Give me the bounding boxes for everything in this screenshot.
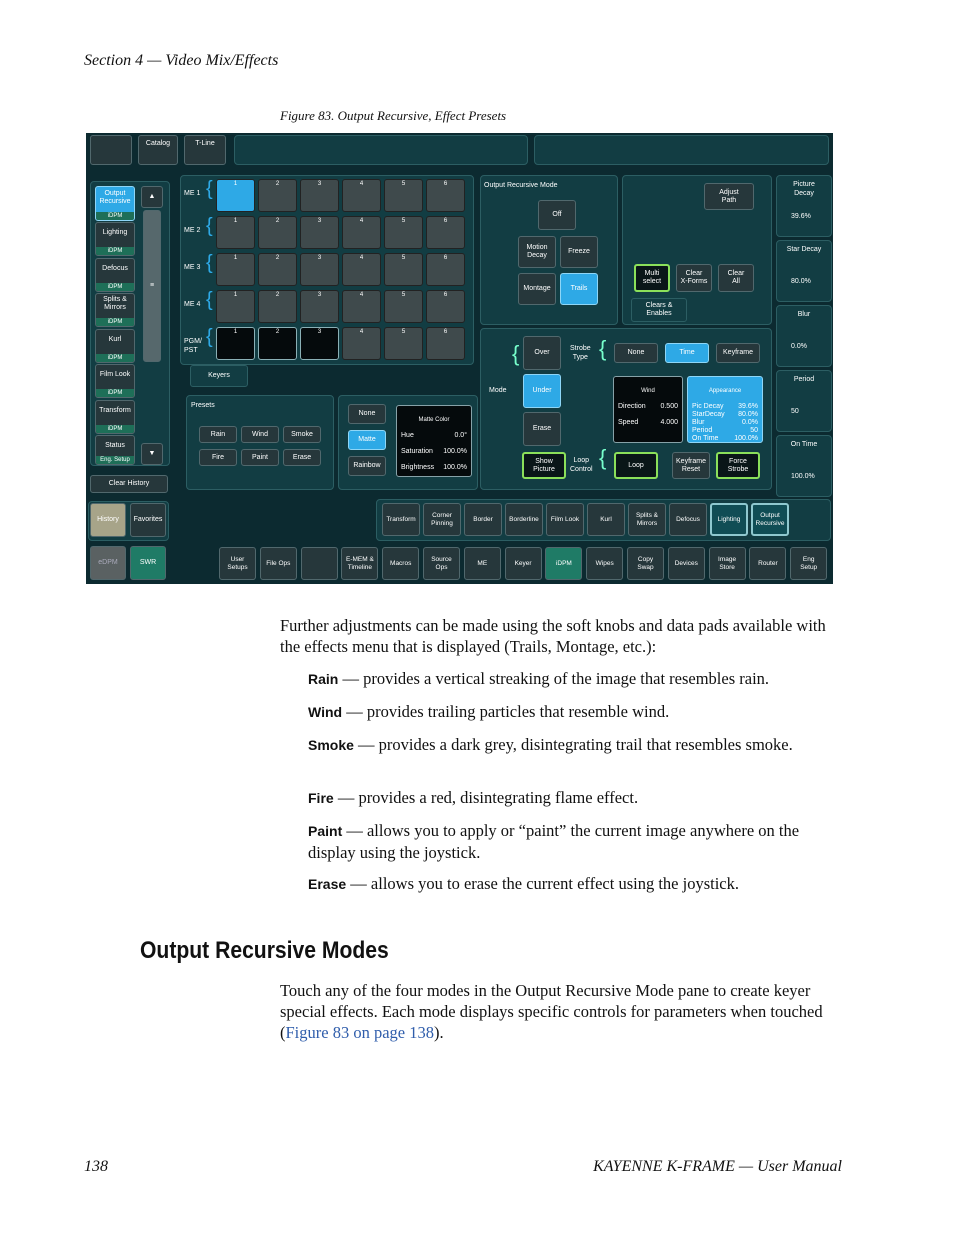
appearance-param-label: Pic Decay (692, 403, 724, 410)
preset-description (308, 668, 848, 690)
me-keyer-cell[interactable] (384, 290, 423, 323)
knob-label: Picture Decay (793, 181, 815, 197)
me-keyer-cell[interactable] (342, 290, 381, 323)
bottom-tab[interactable]: E-MEM & Timeline (341, 547, 378, 580)
clear-all-button[interactable]: Clear All (718, 264, 754, 292)
cell-number: 5 (401, 255, 406, 261)
me-keyer-cell[interactable] (216, 216, 255, 249)
mode-trails-button[interactable]: Trails (560, 273, 598, 305)
top-status-area-1 (234, 135, 528, 165)
loop-brace: { (599, 445, 607, 470)
cell-number: 3 (317, 255, 322, 261)
me-keyer-cell[interactable] (384, 179, 423, 212)
appearance-param-value: 100.0% (734, 435, 758, 442)
cell-number: 2 (275, 255, 280, 261)
modes-text: Touch any of the four modes in the Output Recursive Mode pane to create keyer special effects. Each mode displays specific controls for parameters when touched ( (280, 981, 823, 1042)
knob-label: On Time (790, 441, 818, 448)
clear-history-button[interactable]: Clear History (90, 475, 168, 493)
adjust-path-button[interactable]: Adjust Path (704, 183, 754, 210)
presets-title: Presets (191, 402, 215, 409)
hue-label: Hue (401, 432, 414, 439)
modes-paragraph (280, 980, 845, 1043)
cell-number: 2 (275, 218, 280, 224)
me-keyer-cell[interactable] (342, 216, 381, 249)
swr-button[interactable]: SWR (130, 546, 166, 580)
cell-number: 6 (443, 329, 448, 335)
preset-desc: — provides a dark grey, disintegrating trail that resembles smoke. (353, 735, 793, 754)
edpm-button[interactable]: eDPM (90, 546, 126, 580)
favorites-button[interactable]: Favorites (130, 503, 166, 537)
me-row-brace: { (206, 289, 213, 311)
bottom-tab[interactable]: Eng Setup (790, 547, 827, 580)
clears-enables-tab[interactable]: Clears & Enables (631, 298, 687, 322)
mode-motion-decay-button[interactable]: Motion Decay (518, 236, 556, 268)
side-transform[interactable]: Transform iDPM (95, 400, 135, 434)
scroll-up-button[interactable] (141, 186, 163, 208)
matte-color-title: Matte Color (418, 417, 450, 423)
scrollbar-thumb[interactable] (143, 210, 161, 362)
cell-number: 4 (359, 218, 364, 224)
strobe-keyframe-button[interactable]: Keyframe (716, 343, 760, 363)
mode-over-button[interactable]: Over (523, 336, 561, 370)
preset-description (308, 873, 848, 895)
side-lighting[interactable]: Lighting iDPM (95, 222, 135, 256)
bottom-tab[interactable]: Keyer (505, 547, 542, 580)
catalog-button[interactable]: Catalog (138, 135, 178, 165)
saturation-value: 100.0% (443, 448, 467, 455)
effect-tab[interactable]: Defocus (669, 503, 707, 536)
mode-under-button[interactable]: Under (523, 374, 561, 408)
history-button[interactable]: History (90, 503, 126, 537)
cell-number: 2 (275, 181, 280, 187)
cell-number: 3 (317, 329, 322, 335)
preset-desc: — allows you to erase the current effect using the joystick. (346, 874, 739, 893)
me-keyer-cell[interactable] (342, 253, 381, 286)
bottom-tab[interactable]: Copy Swap (627, 547, 664, 580)
keyers-tab[interactable]: Keyers (190, 365, 248, 387)
appearance-param-label: StarDecay (692, 411, 725, 418)
me-keyer-cell[interactable] (342, 179, 381, 212)
cell-number: 6 (443, 292, 448, 298)
appearance-display[interactable] (687, 376, 763, 443)
me-keyer-cell[interactable] (300, 179, 339, 212)
soft-knob[interactable] (776, 435, 832, 497)
cell-number: 1 (233, 218, 238, 224)
me-row-brace: { (206, 178, 213, 200)
mode-off-button[interactable]: Off (538, 200, 576, 230)
bottom-tab[interactable]: User Setups (219, 547, 256, 580)
effect-tab[interactable]: Film Look (546, 503, 584, 536)
cell-number: 4 (359, 329, 364, 335)
preset-term: Paint (308, 823, 343, 839)
figure-caption: Figure 83. Output Recursive, Effect Presets (280, 108, 507, 123)
me-row-brace: { (206, 215, 213, 237)
side-kurl[interactable]: Kurl iDPM (95, 329, 135, 363)
preset-term: Wind (308, 704, 343, 720)
cell-number: 3 (317, 181, 322, 187)
appearance-param-value: 39.6% (738, 403, 758, 410)
preset-desc: — provides trailing particles that resemble wind. (342, 702, 670, 721)
cell-number: 4 (359, 255, 364, 261)
soft-knob[interactable] (776, 175, 832, 237)
cell-number: 2 (275, 292, 280, 298)
appearance-param-value: 80.0% (738, 411, 758, 418)
cell-number: 1 (233, 292, 238, 298)
appearance-param-value: 0.0% (742, 419, 758, 426)
multi-select-button[interactable]: Multi select (634, 264, 670, 292)
preset-desc: — provides a vertical streaking of the image that resembles rain. (338, 669, 770, 688)
me-keyer-cell[interactable] (258, 327, 297, 360)
effect-tab[interactable]: Corner Pinning (423, 503, 461, 536)
me-keyer-cell[interactable] (426, 290, 465, 323)
knob-value: 50 (791, 408, 799, 415)
me-row-label: ME 2 (184, 227, 201, 234)
preset-term: Rain (308, 671, 339, 687)
effect-tab[interactable]: Transform (382, 503, 420, 536)
effect-tab[interactable]: Border (464, 503, 502, 536)
cell-number: 3 (317, 292, 322, 298)
me-keyer-cell[interactable] (300, 253, 339, 286)
t-line-button[interactable]: T-Line (184, 135, 226, 165)
me-keyer-cell[interactable] (300, 290, 339, 323)
cell-number: 6 (443, 218, 448, 224)
me-keyer-cell[interactable] (384, 327, 423, 360)
appearance-param-label: Blur (692, 419, 705, 426)
effect-tab[interactable]: Kurl (587, 503, 625, 536)
knob-value: 100.0% (791, 473, 815, 480)
mode-freeze-button[interactable]: Freeze (560, 236, 598, 268)
matte-none-button[interactable]: None (348, 404, 386, 424)
wind-title: Wind (641, 388, 655, 394)
brightness-label: Brightness (401, 464, 435, 471)
me-keyer-cell[interactable] (384, 216, 423, 249)
strobe-brace: { (599, 336, 607, 361)
section-header: Section 4 — Video Mix/Effects (84, 52, 279, 69)
side-defocus[interactable]: Defocus iDPM (95, 258, 135, 292)
me-keyer-cell[interactable] (426, 253, 465, 286)
appearance-title: Appearance (708, 388, 742, 394)
knob-value: 0.0% (791, 343, 807, 350)
page-number: 138 (84, 1158, 108, 1175)
cell-number: 5 (401, 181, 406, 187)
soft-knob[interactable] (776, 305, 832, 367)
side-splits-mirrors[interactable]: Splits & Mirrors iDPM (95, 293, 135, 327)
grip-icon: ≡ (149, 282, 155, 289)
preset-erase-button[interactable]: Erase (283, 449, 321, 466)
matte-rainbow-button[interactable]: Rainbow (348, 456, 386, 476)
mode-pane-title: Output Recursive Mode (484, 182, 558, 189)
me-keyer-cell[interactable] (216, 253, 255, 286)
me-keyer-cell[interactable] (426, 179, 465, 212)
cell-number: 5 (401, 292, 406, 298)
preset-term: Smoke (308, 737, 354, 753)
preset-description (308, 820, 848, 863)
wind-display[interactable] (613, 376, 683, 443)
me-keyer-cell[interactable] (258, 179, 297, 212)
bottom-tab[interactable]: File Ops (260, 547, 297, 580)
bottom-tab[interactable]: Source Ops (423, 547, 460, 580)
show-picture-button[interactable]: Show Picture (522, 452, 566, 479)
arrow-up-icon: ▲ (148, 193, 156, 200)
bottom-tab[interactable]: Wipes (586, 547, 623, 580)
clear-xforms-button[interactable]: Clear X-Forms (676, 264, 712, 292)
bottom-tab[interactable]: iDPM (545, 547, 582, 580)
bottom-tab[interactable] (301, 547, 338, 580)
force-strobe-button[interactable]: Force Strobe (716, 452, 760, 479)
cell-number: 6 (443, 181, 448, 187)
preset-description (308, 787, 848, 809)
keyframe-reset-button[interactable]: Keyframe Reset (672, 452, 710, 479)
cell-number: 4 (359, 181, 364, 187)
knob-value: 39.6% (791, 213, 811, 220)
loop-control-label: Loop Control (570, 457, 593, 473)
me-row-label: ME 3 (184, 264, 201, 271)
saturation-label: Saturation (401, 448, 433, 455)
hue-value: 0.0° (454, 432, 467, 439)
preset-wind-button[interactable]: Wind (241, 426, 279, 443)
side-output-recursive[interactable]: Output Recursive iDPM (95, 186, 135, 221)
mode-label: Mode (489, 387, 507, 394)
me-row-label: PGM/ PST (184, 338, 202, 354)
modes-text-end: ). (433, 1023, 444, 1042)
control-panel-screenshot (86, 133, 833, 584)
mode-brace: { (512, 341, 520, 366)
top-button-blank[interactable] (90, 135, 132, 165)
soft-knob[interactable] (776, 370, 832, 432)
cell-number: 2 (275, 329, 280, 335)
mode-erase-button[interactable]: Erase (523, 412, 561, 446)
knob-label: Period (793, 376, 815, 383)
bottom-tab[interactable]: Macros (382, 547, 419, 580)
me-keyer-cell[interactable] (342, 327, 381, 360)
speed-label: Speed (618, 419, 639, 426)
preset-desc: — allows you to apply or “paint” the current image anywhere on the display using the joystick. (308, 821, 800, 862)
appearance-param-label: On Time (692, 435, 719, 442)
preset-rain-button[interactable]: Rain (199, 426, 237, 443)
mode-montage-button[interactable]: Montage (518, 273, 556, 305)
effect-tab[interactable]: Output Recursive (751, 503, 789, 536)
strobe-none-button[interactable]: None (614, 343, 658, 363)
appearance-param-value: 50 (750, 427, 758, 434)
knob-label: Star Decay (786, 246, 822, 253)
cell-number: 5 (401, 329, 406, 335)
preset-description (308, 701, 848, 723)
soft-knob[interactable] (776, 240, 832, 302)
top-status-area-2 (534, 135, 829, 165)
cell-number: 5 (401, 218, 406, 224)
me-keyer-cell[interactable] (300, 327, 339, 360)
footer-title: KAYENNE K-FRAME — User Manual (593, 1158, 842, 1175)
intro-paragraph: Further adjustments can be made using the soft knobs and data pads available with the effects menu that is displayed (Trails, Montage, etc.): (280, 616, 826, 656)
me-row-label: ME 1 (184, 190, 201, 197)
arrow-down-icon: ▼ (148, 450, 156, 457)
me-keyer-cell[interactable] (258, 253, 297, 286)
me-row-brace: { (206, 252, 213, 274)
effect-tab[interactable]: Borderline (505, 503, 543, 536)
strobe-time-button[interactable]: Time (665, 343, 709, 363)
preset-desc: — provides a red, disintegrating flame effect. (333, 788, 639, 807)
preset-description (308, 734, 848, 756)
cell-number: 3 (317, 218, 322, 224)
me-row-label: ME 4 (184, 301, 201, 308)
figure-link[interactable]: Figure 83 on page 138 (285, 1023, 434, 1042)
direction-value: 0.500 (660, 403, 678, 410)
me-keyer-cell[interactable] (216, 290, 255, 323)
me-keyer-cell[interactable] (384, 253, 423, 286)
preset-smoke-button[interactable]: Smoke (283, 426, 321, 443)
cell-number: 1 (233, 329, 238, 335)
cell-number: 1 (233, 255, 238, 261)
me-keyer-cell[interactable] (258, 290, 297, 323)
loop-button[interactable]: Loop (614, 452, 658, 479)
speed-value: 4.000 (660, 419, 678, 426)
cell-number: 6 (443, 255, 448, 261)
me-keyer-cell[interactable] (216, 179, 255, 212)
me-keyer-cell[interactable] (426, 327, 465, 360)
knob-label: Blur (797, 311, 811, 318)
me-keyer-cell[interactable] (300, 216, 339, 249)
side-status[interactable]: Status Eng. Setup (95, 435, 135, 465)
preset-term: Erase (308, 876, 347, 892)
bottom-tab[interactable]: ME (464, 547, 501, 580)
bottom-tab[interactable]: Image Store (709, 547, 746, 580)
cell-number: 1 (233, 181, 238, 187)
me-keyer-cell[interactable] (258, 216, 297, 249)
cell-number: 4 (359, 292, 364, 298)
me-keyer-cell[interactable] (216, 327, 255, 360)
bottom-tab[interactable]: Devices (668, 547, 705, 580)
direction-label: Direction (618, 403, 646, 410)
strobe-type-label: Strobe Type (570, 345, 591, 361)
brightness-value: 100.0% (443, 464, 467, 471)
effect-tab[interactable]: Splits & Mirrors (628, 503, 666, 536)
appearance-param-label: Period (692, 427, 713, 434)
knob-value: 80.0% (791, 278, 811, 285)
bottom-tab[interactable]: Router (749, 547, 786, 580)
scroll-down-button[interactable] (141, 443, 163, 465)
preset-fire-button[interactable]: Fire (199, 449, 237, 466)
me-row-brace: { (206, 326, 213, 348)
matte-matte-button[interactable]: Matte (348, 430, 386, 450)
preset-term: Fire (308, 790, 334, 806)
effect-tab[interactable]: Lighting (710, 503, 748, 536)
section-heading: Output Recursive Modes (140, 937, 389, 964)
matte-color-display[interactable] (396, 405, 472, 477)
preset-paint-button[interactable]: Paint (241, 449, 279, 466)
me-keyer-cell[interactable] (426, 216, 465, 249)
side-film-look[interactable]: Film Look iDPM (95, 364, 135, 398)
